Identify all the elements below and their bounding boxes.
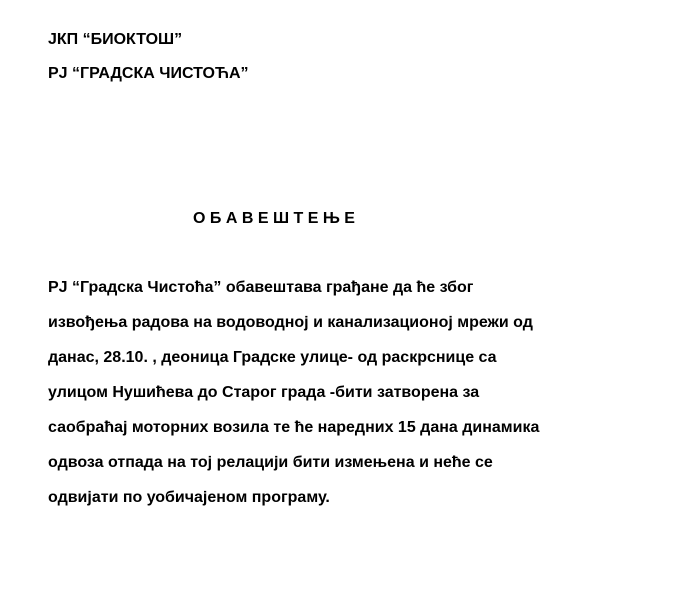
notice-body-line: улицом Нушићева до Старог града -бити затворена за (48, 384, 480, 401)
notice-body-line: саобраћај моторних возила те ће наредних 15 дана динамика (48, 419, 540, 436)
notice-body-line: РЈ “Градска Чистоћа” обавештава грађане да ће због (48, 279, 474, 296)
organization-unit: РЈ “ГРАДСКА ЧИСТОЋА” (48, 65, 249, 82)
notice-title: О Б А В Е Ш Т Е Њ Е (193, 210, 355, 227)
organization-name: ЈКП “БИОКТОШ” (48, 31, 183, 48)
notice-body-line: одвоза отпада на тој релацији бити измењена и неће се (48, 454, 493, 471)
notice-body-line: данас, 28.10. , деоница Градске улице- од раскрснице са (48, 349, 497, 366)
notice-body-line: одвијати по уобичајеном програму. (48, 489, 330, 506)
notice-body (48, 278, 658, 523)
notice-body-line: извођења радова на водоводној и канализационој мрежи од (48, 314, 533, 331)
